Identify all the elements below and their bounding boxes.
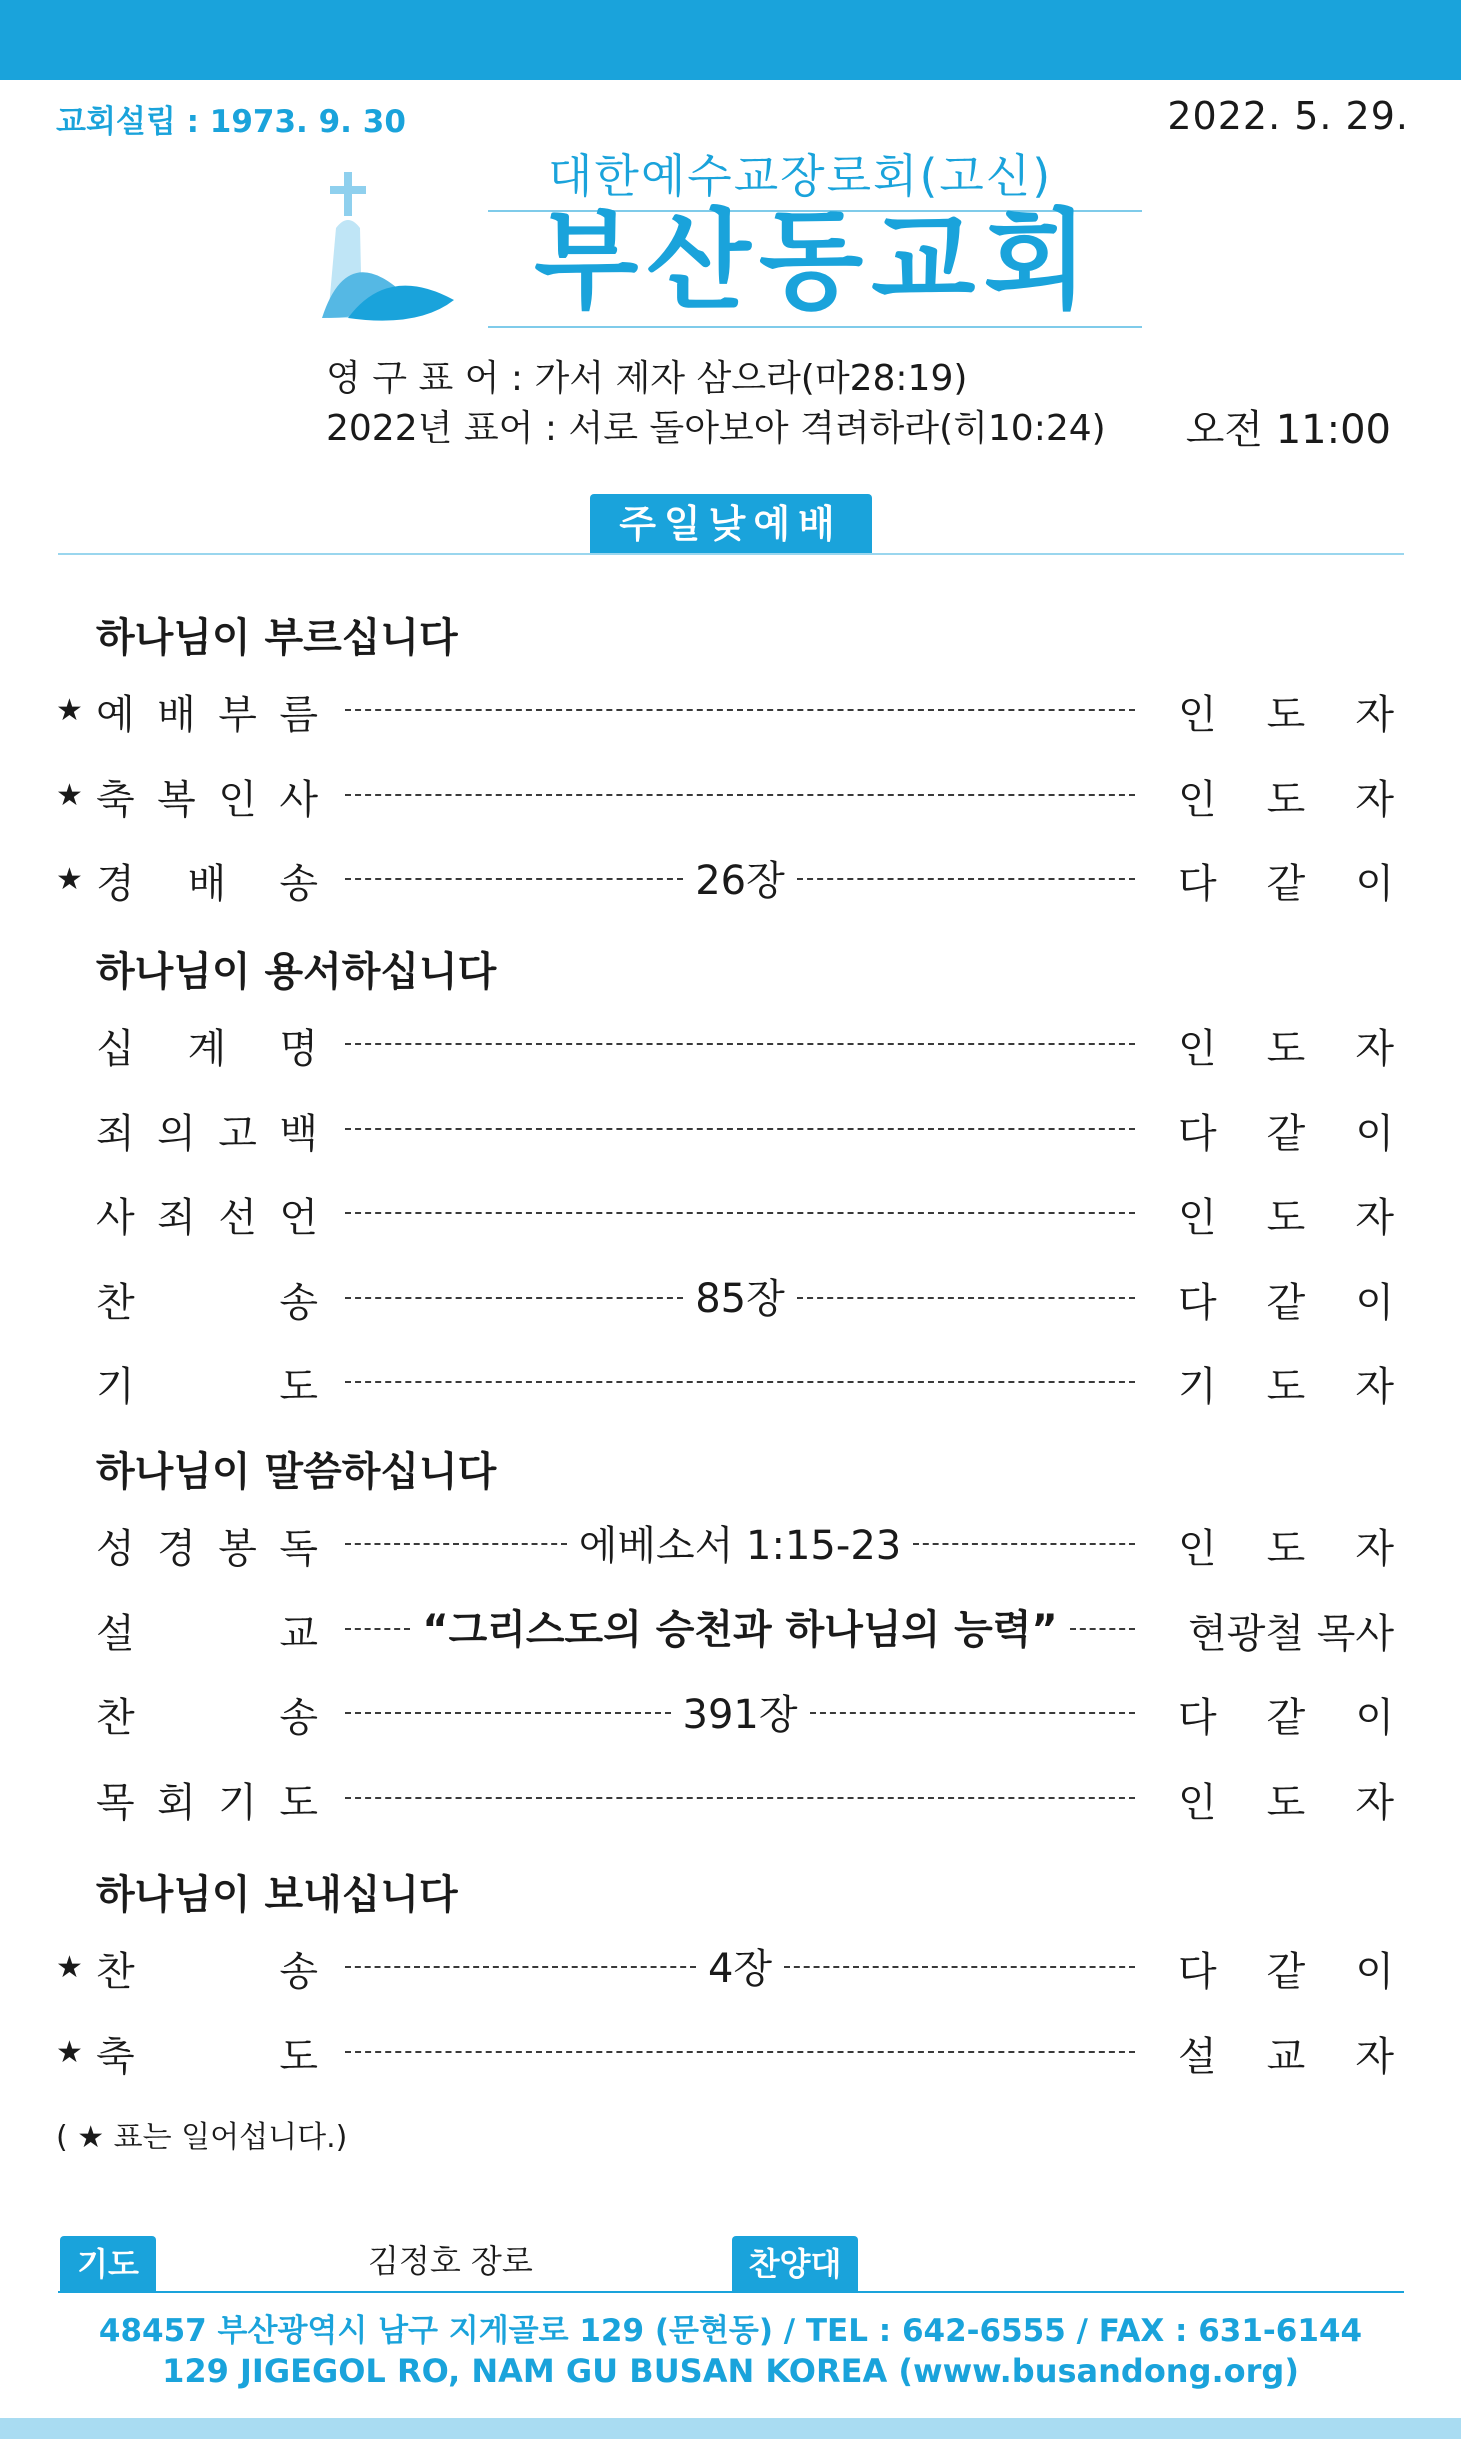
order-item-detail: 85장 (695, 1276, 785, 1322)
dotted-leader (345, 1186, 1135, 1236)
order-item-name (96, 1355, 318, 1410)
order-leader-char: 도 (1266, 1364, 1306, 1410)
order-item-char: 복 (157, 776, 196, 823)
order-leader-char: 자 (1355, 2033, 1394, 2080)
order-leader-char: 도 (1266, 776, 1306, 823)
order-item-char: 예 (96, 692, 135, 738)
order-item-leader (1178, 1186, 1394, 1241)
order-leader-char: 자 (1355, 1779, 1394, 1826)
order-leader-char: 설 (1178, 2033, 1217, 2080)
dotted-leader (345, 1017, 1135, 1067)
star-icon: ★ (56, 2034, 83, 2070)
order-item-leader (1178, 2025, 1394, 2080)
order-leader-char: 도 (1266, 1195, 1306, 1241)
dotted-leader (345, 852, 1135, 902)
order-item-leader (1178, 1517, 1394, 1572)
order-item-char: 명 (279, 1026, 318, 1072)
order-leader-char: 인 (1178, 692, 1217, 738)
order-row (0, 679, 1461, 739)
order-row (0, 1936, 1461, 1996)
order-item-char: 기 (218, 1779, 257, 1826)
order-leader-char: 이 (1355, 1110, 1394, 1157)
dotted-leader (345, 1355, 1135, 1405)
church-logo-icon (318, 168, 458, 328)
order-leader-char: 같 (1266, 1949, 1306, 1995)
order-leader-char: 이 (1355, 1279, 1394, 1326)
order-item-char: 경 (157, 1526, 196, 1572)
order-item-char: 의 (157, 1110, 196, 1157)
church-name: 부산동교회 (534, 199, 1096, 324)
prayer-leader: 김정호 장로 (368, 2242, 533, 2280)
choir-tag: 찬양대 (732, 2236, 858, 2292)
order-row (0, 1013, 1461, 1073)
order-item-char: 성 (96, 1526, 135, 1572)
footer-rule (58, 2291, 1404, 2293)
order-item-char: 목 (96, 1779, 135, 1826)
order-item-char: 축 (96, 776, 135, 823)
order-leader-char: 같 (1266, 1279, 1306, 1326)
order-leader-char: 같 (1266, 1110, 1306, 1157)
dotted-leader (345, 768, 1135, 818)
order-item-leader (1178, 852, 1394, 907)
order-leader-char: 도 (1266, 692, 1306, 738)
order-leader-char: 도 (1266, 1779, 1306, 1826)
section-heading: 하나님이 부르십니다 (96, 615, 458, 661)
order-item-name (96, 2025, 318, 2080)
order-item-char: 축 (96, 2033, 135, 2080)
order-item-name (96, 1271, 318, 1326)
order-item-char: 배 (187, 861, 227, 907)
order-leader-char: 인 (1178, 1195, 1217, 1241)
order-item-detail: 391장 (682, 1691, 798, 1738)
order-row (0, 2021, 1461, 2081)
order-row (0, 1598, 1461, 1658)
order-leader-char: 기 (1178, 1364, 1217, 1410)
order-leader-char: 다 (1178, 1949, 1217, 1995)
order-item-char: 송 (279, 1695, 318, 1741)
order-item-char: 봉 (218, 1526, 257, 1572)
order-item-char: 설 (96, 1610, 135, 1657)
order-item-leader (1178, 1602, 1394, 1657)
order-item-name (96, 683, 318, 738)
order-item-char: 죄 (157, 1195, 196, 1241)
order-item-leader (1178, 1686, 1394, 1741)
order-item-char: 찬 (96, 1279, 135, 1326)
address-english: 129 JIGEGOL RO, NAM GU BUSAN KOREA (www.busandong.org) (162, 2352, 1299, 2390)
dotted-leader (345, 1686, 1135, 1736)
star-icon: ★ (56, 1950, 83, 1985)
section-heading: 하나님이 보내십니다 (96, 1872, 458, 1918)
order-row (0, 1513, 1461, 1573)
order-item-name (96, 1686, 318, 1741)
order-item-char: 죄 (96, 1110, 135, 1157)
order-item-detail: 4장 (707, 1945, 773, 1992)
star-icon: ★ (56, 777, 83, 813)
bottom-bar (0, 2418, 1461, 2439)
order-item-char: 언 (279, 1195, 318, 1241)
order-row (0, 1182, 1461, 1242)
order-leader-char: 다 (1178, 1695, 1217, 1741)
dotted-leader (345, 2025, 1135, 2075)
top-bar (0, 0, 1461, 80)
order-item-char: 송 (279, 1279, 318, 1326)
motto-label: 영 구 표 어 : (326, 358, 524, 399)
order-leader-char: 도 (1266, 1526, 1306, 1572)
order-row (0, 1351, 1461, 1411)
order-leader-char: 자 (1355, 1195, 1394, 1241)
order-item-name (96, 768, 318, 823)
address-korean: 48457 부산광역시 남구 지게골로 129 (문현동) / TEL : 642-6555 / FAX : 631-6144 (98, 2313, 1363, 2349)
denomination: 대한예수교장로회(고신) (548, 149, 1053, 203)
order-item-char: 경 (96, 861, 135, 907)
order-leader-char: 같 (1266, 1695, 1306, 1741)
order-item-leader (1178, 1940, 1394, 1995)
order-leader-char: 이 (1355, 861, 1394, 907)
order-item-char: 도 (279, 1364, 318, 1410)
order-item-char: 선 (218, 1195, 257, 1241)
founded-date: 교회설립 : 1973. 9. 30 (56, 104, 406, 140)
order-item-char: 송 (279, 1949, 318, 1995)
order-item-char: 찬 (96, 1949, 135, 1995)
order-leader-char: 자 (1355, 776, 1394, 823)
order-item-char: 부 (218, 692, 257, 738)
order-item-char: 찬 (96, 1695, 135, 1741)
star-icon: ★ (56, 693, 83, 728)
order-leader-char: 다 (1178, 1110, 1217, 1157)
bulletin-date: 2022. 5. 29. (1167, 94, 1409, 138)
order-item-leader (1178, 1102, 1394, 1157)
service-title-rule (58, 553, 1404, 555)
service-time: 오전 11:00 (1185, 407, 1391, 453)
order-leader-char: 도 (1266, 1026, 1306, 1072)
order-item-char: 독 (279, 1526, 318, 1572)
order-item-char: 사 (279, 776, 318, 823)
dotted-leader (345, 1102, 1135, 1152)
order-row (0, 764, 1461, 824)
order-item-char: 백 (279, 1110, 318, 1157)
section-heading: 하나님이 용서하십니다 (96, 949, 497, 995)
section-heading: 하나님이 말씀하십니다 (96, 1449, 497, 1495)
order-leader-char: 다 (1178, 1279, 1217, 1326)
order-item-detail: “그리스도의 승천과 하나님의 능력” (422, 1607, 1058, 1653)
order-leader-char: 자 (1355, 692, 1394, 738)
dotted-leader (345, 1602, 1135, 1652)
order-leader-char: 현광철 목사 (1188, 1610, 1394, 1657)
order-row (0, 1267, 1461, 1327)
order-item-char: 계 (187, 1026, 227, 1072)
order-item-name (96, 1940, 318, 1995)
motto-text: 가서 제자 삼으라(마28:19) (534, 358, 968, 399)
dotted-leader (345, 1271, 1135, 1321)
order-item-char: 배 (157, 692, 196, 738)
order-leader-char: 인 (1178, 1779, 1217, 1826)
order-item-char: 도 (279, 1779, 318, 1826)
motto-text: 서로 돌아보아 격려하라(히10:24) (568, 408, 1106, 449)
order-item-leader (1178, 1355, 1394, 1410)
order-leader-char: 인 (1178, 1526, 1217, 1572)
order-item-leader (1178, 1017, 1394, 1072)
order-leader-char: 자 (1355, 1364, 1394, 1410)
order-item-name (96, 1771, 318, 1826)
service-title-badge: 주일낮예배 (590, 494, 872, 554)
order-leader-char: 자 (1355, 1026, 1394, 1072)
order-item-name (96, 1102, 318, 1157)
order-leader-char: 인 (1178, 776, 1217, 823)
order-leader-char: 교 (1266, 2033, 1306, 2080)
order-item-name (96, 852, 318, 907)
order-item-char: 도 (279, 2033, 318, 2080)
order-item-leader (1178, 1271, 1394, 1326)
order-item-char: 교 (279, 1610, 318, 1657)
standing-note: ( ★ 표는 일어섭니다.) (56, 2120, 348, 2155)
order-item-leader (1178, 683, 1394, 738)
order-item-name (96, 1517, 318, 1572)
dotted-leader (345, 1771, 1135, 1821)
order-leader-char: 같 (1266, 861, 1306, 907)
order-item-name (96, 1602, 318, 1657)
order-leader-char: 인 (1178, 1026, 1217, 1072)
dotted-leader (345, 683, 1135, 733)
star-icon: ★ (56, 862, 83, 897)
title-rule-bottom (488, 326, 1142, 328)
order-item-char: 기 (96, 1364, 135, 1410)
order-item-char: 름 (279, 692, 318, 738)
dotted-leader (345, 1940, 1135, 1990)
order-item-char: 인 (218, 776, 257, 823)
order-leader-char: 다 (1178, 861, 1217, 907)
order-item-detail: 26장 (695, 857, 785, 904)
order-item-detail: 에베소서 1:15-23 (578, 1522, 902, 1569)
order-item-leader (1178, 1771, 1394, 1826)
order-item-name (96, 1186, 318, 1241)
motto-yearly (326, 400, 1106, 451)
motto-label: 2022년 표어 : (326, 408, 557, 449)
order-leader-char: 이 (1355, 1949, 1394, 1995)
order-row (0, 1767, 1461, 1827)
order-leader-char: 자 (1355, 1526, 1394, 1572)
prayer-tag: 기도 (60, 2236, 156, 2292)
order-row (0, 848, 1461, 908)
order-item-char: 송 (279, 861, 318, 907)
order-item-char: 회 (157, 1779, 196, 1826)
order-item-char: 사 (96, 1195, 135, 1241)
order-row (0, 1098, 1461, 1158)
motto-permanent (326, 350, 967, 401)
order-item-char: 고 (218, 1110, 257, 1157)
order-item-name (96, 1017, 318, 1072)
order-item-leader (1178, 768, 1394, 823)
dotted-leader (345, 1517, 1135, 1567)
order-leader-char: 이 (1355, 1695, 1394, 1741)
order-item-char: 십 (96, 1026, 135, 1072)
order-row (0, 1682, 1461, 1742)
